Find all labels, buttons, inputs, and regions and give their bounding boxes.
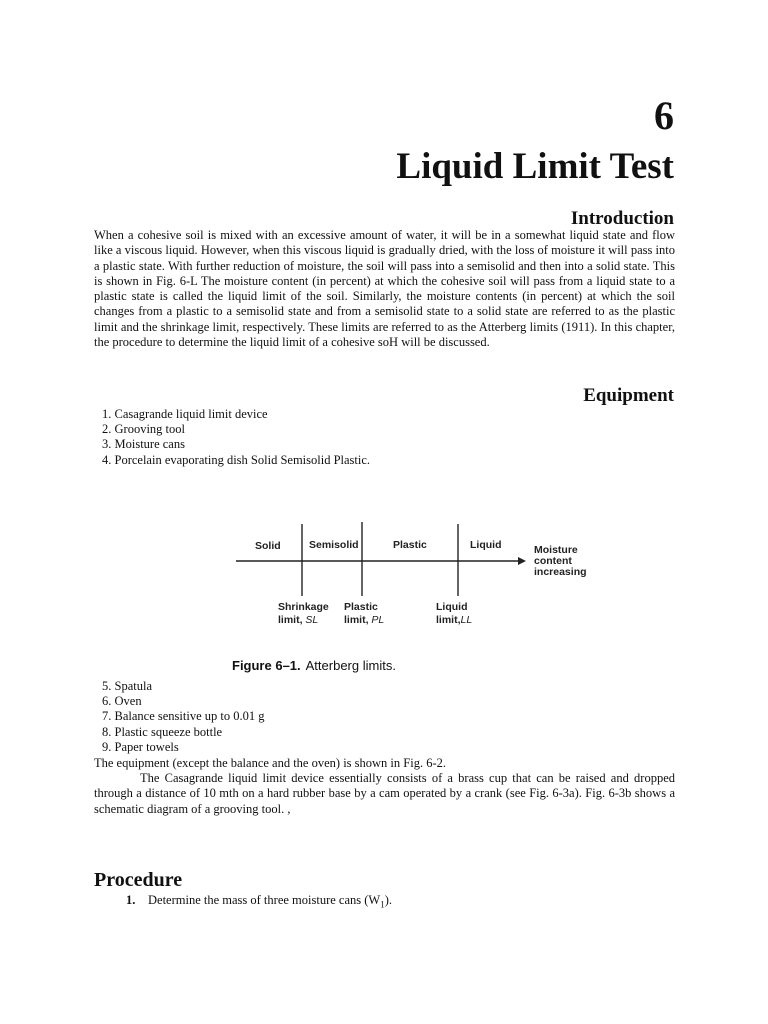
equipment-list-part2 bbox=[102, 679, 264, 755]
procedure-step-suffix: ). bbox=[384, 893, 393, 907]
axis-label-line2: content bbox=[534, 555, 572, 567]
axis-arrowhead bbox=[518, 557, 526, 565]
chapter-number: 6 bbox=[654, 93, 674, 138]
equipment-item: 2. Grooving tool bbox=[102, 422, 185, 437]
procedure-step-subscript: 1 bbox=[380, 899, 385, 910]
state-label-plastic: Plastic bbox=[393, 539, 427, 551]
equipment-paragraph: The equipment (except the balance and the oven) is shown in Fig. 6-2. bbox=[94, 756, 446, 770]
equipment-item: 8. Plastic squeeze bottle bbox=[102, 724, 223, 739]
procedure-step-number: 1. bbox=[126, 893, 136, 907]
introduction-heading: Introduction bbox=[570, 208, 674, 229]
axis-label-line1: Moisture bbox=[534, 544, 578, 556]
equipment-item: 1. Casagrande liquid limit device bbox=[102, 407, 268, 421]
equipment-item: 9. Paper towels bbox=[102, 739, 179, 754]
plastic-limit-label-line2: limit, PL bbox=[344, 614, 385, 626]
equipment-list-part1 bbox=[102, 407, 370, 468]
chapter-title: Liquid Limit Test bbox=[396, 146, 674, 187]
introduction-paragraph: When a cohesive soil is mixed with an excessive amount of water, it will be in a somewhat liquid state and flow like a viscous liquid. However, when this viscous liquid is gradually dried, with the loss of moisture it will pass into a plastic state. With further reduction of moisture, the soil will pass into a semisolid and then into a solid state. This is shown in Fig. 6-L The moisture content (in percent) at which the cohesive soil will pass from a liquid state to a plastic state is called the liquid limit of the soil. Similarly, the moisture contents (in percent) at which the soil changes from a plastic to a semisolid state and from a semisolid state to a solid state are referred to as the plastic limit and the shrinkage limit, respectively. These limits are referred to as the Atterberg limits (1911). In this chapter, the procedure to determine the liquid limit of a cohesive soH will be discussed. bbox=[94, 228, 675, 350]
equipment-item: 3. Moisture cans bbox=[102, 437, 185, 452]
procedure-heading: Procedure bbox=[94, 869, 183, 891]
atterberg-diagram bbox=[230, 512, 610, 682]
shrinkage-limit-label-line2: limit, SL bbox=[278, 614, 319, 626]
equipment-heading: Equipment bbox=[583, 385, 674, 406]
shrinkage-limit-label-line1: Shrinkage bbox=[278, 601, 329, 613]
procedure-step bbox=[126, 893, 392, 913]
state-label-solid: Solid bbox=[255, 540, 281, 552]
equipment-item: 6. Oven bbox=[102, 694, 142, 709]
figure-caption: Figure 6–1. Atterberg limits. bbox=[232, 658, 396, 673]
equipment-item: 7. Balance sensitive up to 0.01 g bbox=[102, 709, 265, 724]
atterberg-limits-figure bbox=[230, 512, 610, 682]
state-label-liquid: Liquid bbox=[470, 539, 502, 551]
state-label-semisolid: Semisolid bbox=[309, 539, 359, 551]
procedure-step-text: Determine the mass of three moisture cans (W bbox=[148, 893, 381, 907]
equipment-item: 5. Spatula bbox=[102, 679, 152, 693]
equipment-item: 4. Porcelain evaporating dish Solid Semisolid Plastic. bbox=[102, 452, 371, 467]
axis-label-line3: increasing bbox=[534, 566, 587, 578]
liquid-limit-label-line1: Liquid bbox=[436, 601, 468, 613]
casagrande-paragraph: The Casagrande liquid limit device essentially consists of a brass cup that can be raised and dropped through a distance of 10 mth on a hard rubber base by a cam operated by a crank (see Fig. 6-3a). Fig. 6-3b shows a schematic diagram of a grooving tool. , bbox=[94, 771, 675, 816]
plastic-limit-label-line1: Plastic bbox=[344, 601, 378, 613]
liquid-limit-label-line2: limit,LL bbox=[436, 614, 473, 626]
